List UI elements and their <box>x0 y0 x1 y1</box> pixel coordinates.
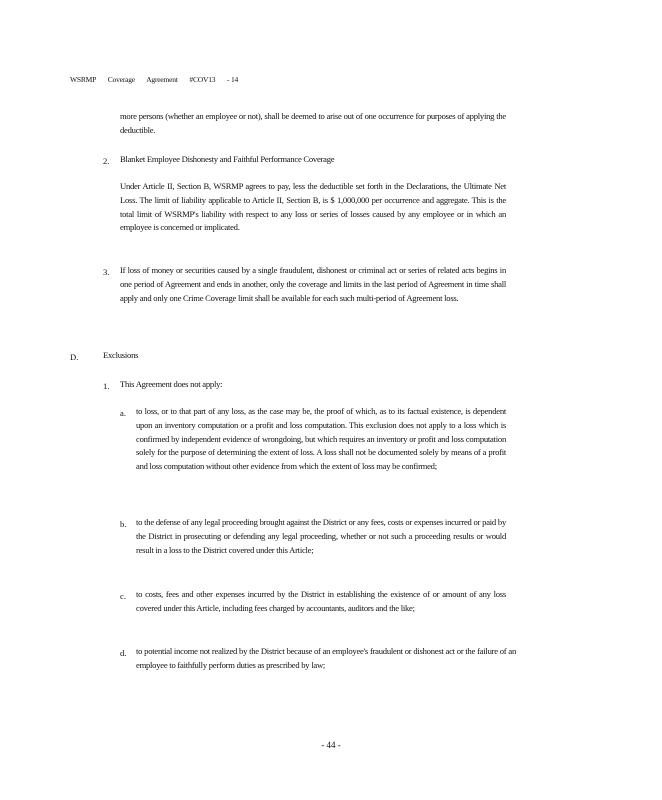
item-2-title: Blanket Employee Dishonesty and Faithful Performance Coverage <box>120 154 335 164</box>
running-header <box>70 75 248 84</box>
subitem-c-text: to costs, fees and other expenses incurred by the District in establishing the existence of or amount of any loss covered under this Article, including fees charged by accountants, auditors and the like; <box>136 589 506 613</box>
subitem-b-text: to the defense of any legal proceeding brought against the District or any fees, costs or expenses incurred or paid by the District in prosecuting or defending any legal proceeding, whether or not such a proceeding results or would result in a loss to the District covered under this Article; <box>136 517 506 555</box>
item-3-number: 3. <box>103 267 110 277</box>
header-coverage: Coverage <box>107 75 135 84</box>
header-org: WSRMP <box>70 75 97 84</box>
item-1-number: 1. <box>103 381 110 391</box>
subitem-b-letter: b. <box>120 519 127 529</box>
subitem-d-letter: d. <box>120 648 127 658</box>
item-2-body: Under Article II, Section B, WSRMP agrees to pay, less the deductible set forth in the Declarations, the Ultimate Net Loss. The limit of liability applicable to Article II, Section B, is $ 1,000,000 per occurrence and aggregate. This is the total limit of WSRMP's liability with respect to any loss or series of losses caused by any employee or in which an employee is concerned or implicated. <box>120 181 506 233</box>
header-agreement: Agreement <box>146 75 178 84</box>
section-d-title: Exclusions <box>103 350 139 360</box>
item-2-number: 2. <box>103 156 110 166</box>
subitem-d-text: to potential income not realized by the District because of an employee's fraudulent or dishonest act or the failure of an employee to faithfully perform duties as prescribed by law; <box>136 646 516 670</box>
item-3-body: If loss of money or securities caused by a single fraudulent, dishonest or criminal act or series of related acts begins in one period of Agreement and ends in another, only the coverage and limits in the last period of Agreement in time shall apply and only one Crime Coverage limit shall be available for each such multi-period of Agreement loss. <box>120 265 506 303</box>
page-number: - 44 - <box>321 740 341 750</box>
section-d-letter: D. <box>70 352 79 362</box>
header-page-ref: - 14 <box>226 75 239 84</box>
subitem-a-text: to loss, or to that part of any loss, as the case may be, the proof of which, as to its factual existence, is dependent upon an inventory computation or a profit and loss computation. This exclusion does not apply to a loss which is confirmed by independent evidence of wrongdoing, but which requires an inventory or profit and loss computation solely for the purpose of determining the extent of loss. A loss shall not be documented solely by means of a profit and loss computation without other evidence from which the extent of loss may be confirmed; <box>136 406 506 472</box>
subitem-c-letter: c. <box>120 591 126 601</box>
intro-paragraph: more persons (whether an employee or not), shall be deemed to arise out of one occurrence for purposes of applying the deductible. <box>120 111 506 135</box>
subitem-a-letter: a. <box>120 408 126 418</box>
header-code: #COV13 <box>189 75 216 84</box>
item-1-text: This Agreement does not apply: <box>120 379 223 389</box>
